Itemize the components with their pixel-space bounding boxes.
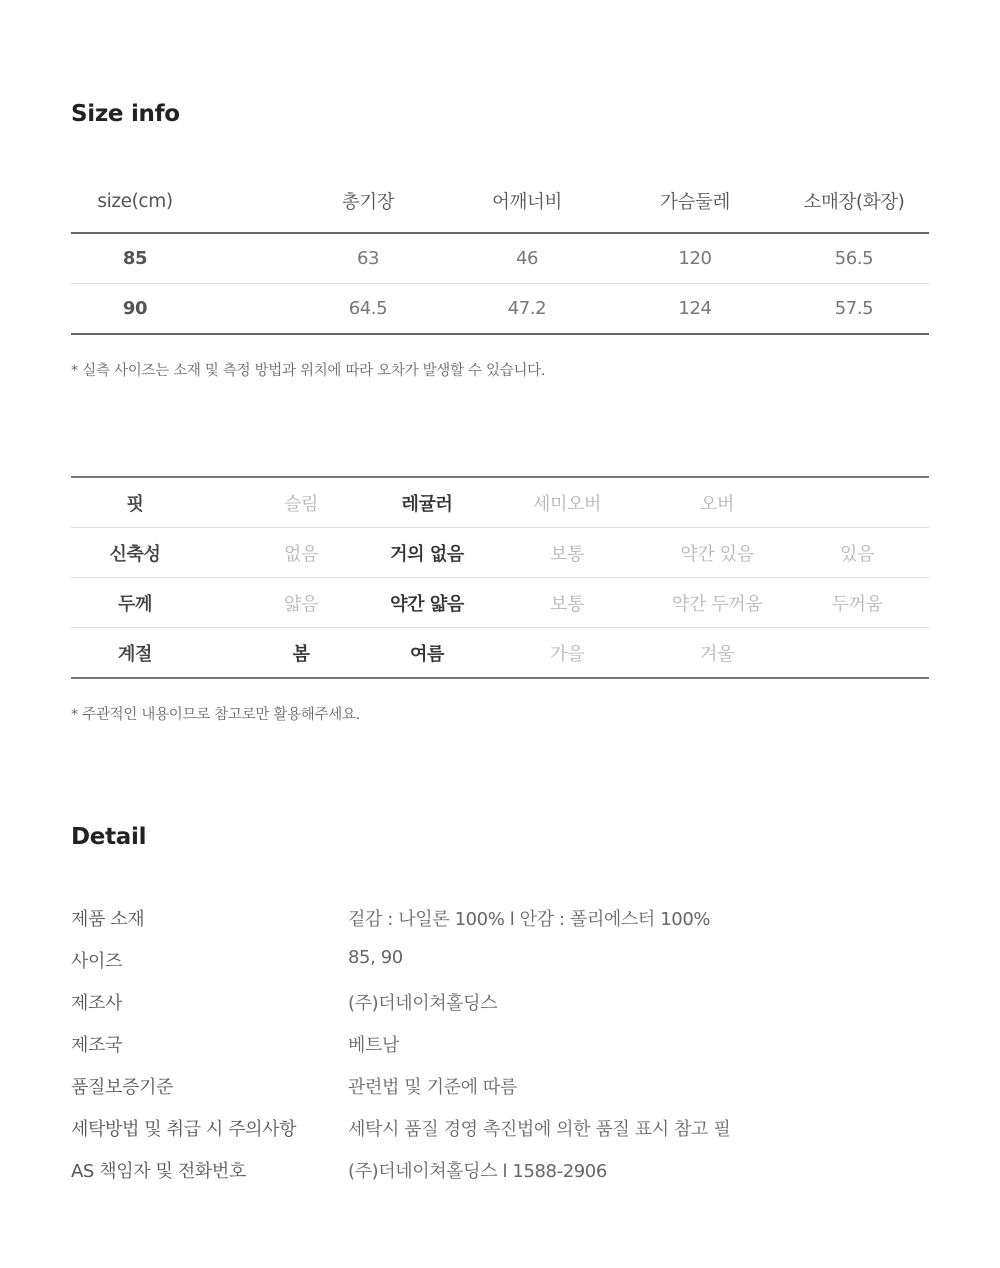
size-cell: 90: [122, 298, 148, 319]
fit-row-label: 핏: [126, 493, 144, 515]
fit-option: 없음: [284, 543, 318, 565]
fit-row: [71, 578, 929, 628]
detail-key: AS 책임자 및 전화번호: [71, 1161, 246, 1182]
size-note: * 실측 사이즈는 소재 및 측정 방법과 위치에 따라 오차가 발생할 수 있습니다.: [71, 363, 546, 379]
size-table: [71, 170, 929, 335]
size-header-cell: 총기장: [341, 192, 395, 213]
fit-option: 여름: [410, 643, 444, 665]
list-item: [71, 1031, 929, 1073]
detail-value: 베트남: [348, 1035, 399, 1056]
fit-table: [71, 476, 929, 679]
list-item: [71, 905, 929, 947]
size-header-cell: 소매장(화장): [803, 192, 905, 213]
list-item: [71, 1157, 929, 1199]
fit-row-label: 두께: [118, 593, 152, 615]
list-item: [71, 989, 929, 1031]
detail-key: 세탁방법 및 취급 시 주의사항: [71, 1119, 297, 1140]
size-header-cell: 가슴둘레: [660, 192, 730, 213]
detail-value: (주)더네이쳐홀딩스: [348, 993, 498, 1014]
fit-row: [71, 628, 929, 679]
table-row: [71, 234, 929, 284]
fit-option: 가을: [550, 643, 584, 665]
fit-note: * 주관적인 내용이므로 참고로만 활용해주세요.: [71, 707, 360, 723]
fit-option: 약간 얇음: [390, 593, 464, 615]
fit-option: 약간 두꺼움: [671, 593, 763, 615]
detail-key: 제조국: [71, 1035, 122, 1056]
size-info-title: Size info: [71, 101, 180, 127]
fit-row-label: 신축성: [109, 543, 161, 565]
size-cell: 124: [678, 298, 712, 319]
size-cell: 56.5: [834, 248, 874, 269]
fit-option: 두꺼움: [831, 593, 883, 615]
fit-option: [797, 628, 917, 677]
fit-option: 보통: [550, 543, 584, 565]
detail-value: 세탁시 품질 경영 촉진법에 의한 품질 표시 참고 필: [348, 1119, 731, 1140]
detail-key: 제조사: [71, 993, 122, 1014]
size-cell: 85: [122, 248, 148, 269]
size-cell: 64.5: [348, 298, 388, 319]
fit-option: 오버: [700, 493, 734, 515]
detail-title: Detail: [71, 824, 147, 850]
detail-key: 품질보증기준: [71, 1077, 173, 1098]
table-row: [71, 284, 929, 335]
fit-row: [71, 528, 929, 578]
size-header-cell: size(cm): [97, 190, 173, 212]
fit-option: 봄: [292, 643, 310, 665]
list-item: [71, 1115, 929, 1157]
size-cell: 63: [356, 248, 380, 269]
size-table-header: [71, 170, 929, 234]
detail-key: 제품 소재: [71, 909, 145, 930]
fit-option: 거의 없음: [390, 543, 464, 565]
fit-option: 겨울: [700, 643, 734, 665]
fit-option: [797, 478, 917, 527]
detail-key: 사이즈: [71, 951, 122, 972]
detail-list: [71, 905, 929, 1199]
size-cell: 46: [515, 248, 539, 269]
fit-row: [71, 478, 929, 528]
fit-option: 슬림: [284, 493, 318, 515]
detail-value: 겉감 : 나일론 100% l 안감 : 폴리에스터 100%: [348, 909, 711, 930]
size-cell: 120: [678, 248, 712, 269]
fit-row-label: 계절: [118, 643, 152, 665]
fit-option: 약간 있음: [680, 543, 754, 565]
fit-option: 있음: [840, 543, 874, 565]
fit-option: 레귤러: [401, 493, 453, 515]
detail-value: 관련법 및 기준에 따름: [348, 1077, 517, 1098]
size-cell: 47.2: [507, 298, 547, 319]
fit-option: 세미오버: [533, 493, 601, 515]
size-header-cell: 어깨너비: [492, 192, 562, 213]
detail-value: (주)더네이쳐홀딩스 l 1588-2906: [348, 1161, 607, 1182]
fit-option: 얇음: [284, 593, 318, 615]
fit-option: 보통: [550, 593, 584, 615]
list-item: [71, 1073, 929, 1115]
list-item: [71, 947, 929, 989]
detail-value: 85, 90: [348, 947, 403, 968]
size-cell: 57.5: [834, 298, 874, 319]
